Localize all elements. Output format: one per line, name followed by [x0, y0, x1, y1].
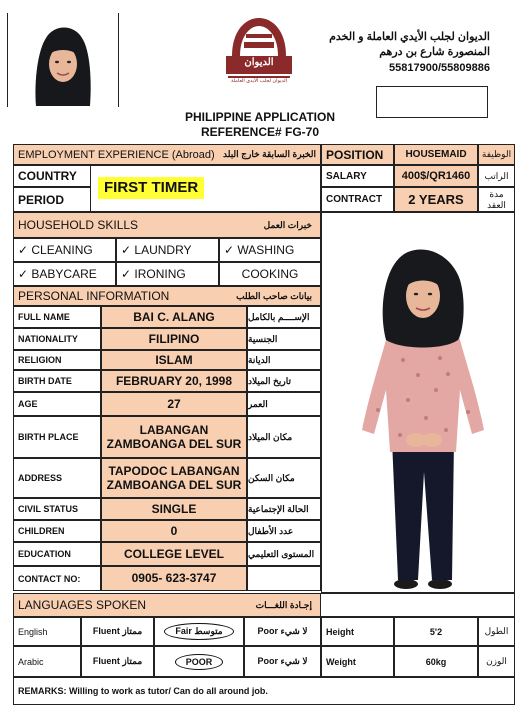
birth-place-label-ar: مكان الميلاد: [247, 416, 321, 458]
birth-date-label-ar: تاريخ الميلاد: [247, 370, 321, 392]
birth-date-label: BIRTH DATE: [13, 370, 101, 392]
birth-date-value: FEBRUARY 20, 1998: [101, 370, 247, 392]
religion-label: RELIGION: [13, 350, 101, 370]
language-arabic: Arabic: [13, 646, 81, 677]
full-body-photo: [348, 240, 498, 590]
skill-ironing: ✓ IRONING: [116, 262, 219, 286]
education-value: COLLEGE LEVEL: [101, 542, 247, 566]
contract-label: CONTRACT: [321, 187, 394, 212]
period-label: PERIOD: [13, 187, 91, 212]
birth-place-value: LABANGAN ZAMBOANGA DEL SUR: [101, 416, 247, 458]
skills-header: [13, 212, 321, 238]
header-photo-rule: [118, 13, 119, 107]
weight-value: 60kg: [394, 646, 478, 677]
children-label: CHILDREN: [13, 520, 101, 542]
height-label: Height: [321, 617, 394, 646]
children-label-ar: عدد الأطفال: [247, 520, 321, 542]
skills-header-en: HOUSEHOLD SKILLS: [18, 218, 139, 232]
reference-box: [376, 86, 488, 118]
language-arabic-selected-level: POOR: [175, 654, 224, 670]
languages-header-en: LANGUAGES SPOKEN: [18, 598, 147, 612]
address-label-ar: مكان السكن: [247, 458, 321, 498]
skill-washing: ✓ WASHING: [219, 238, 321, 262]
header-left-rule: [7, 13, 8, 107]
office-name-line1: الديوان لجلب الأيدي العاملة و الخدم: [329, 31, 490, 43]
skill-babycare: ✓ BABYCARE: [13, 262, 116, 286]
contract-value: 2 YEARS: [394, 187, 478, 212]
full-name-label-ar: الإســــم بالكامل: [247, 306, 321, 328]
personal-header-ar: بيانات صاحب الطلب: [236, 290, 312, 301]
age-value: 27: [101, 392, 247, 416]
personal-header-en: PERSONAL INFORMATION: [18, 289, 170, 303]
full-name-label: FULL NAME: [13, 306, 101, 328]
contract-label-ar: مدة العقد: [478, 187, 515, 212]
country-label: COUNTRY: [13, 165, 91, 187]
contact-no-value: 0905- 623-3747: [101, 566, 247, 591]
office-logo: [218, 12, 300, 84]
remarks: REMARKS: Willing to work as tutor/ Can do all around job.: [13, 677, 515, 705]
age-label-ar: العمر: [247, 392, 321, 416]
skill-cooking: COOKING: [219, 262, 321, 286]
address-label: ADDRESS: [13, 458, 101, 498]
languages-header-blank: [321, 593, 515, 617]
salary-label-ar: الراتب: [478, 165, 515, 187]
languages-header: [13, 593, 321, 617]
full-name-value: BAI C. ALANG: [101, 306, 247, 328]
skill-cleaning: ✓ CLEANING: [13, 238, 116, 262]
headshot-photo: [28, 20, 98, 106]
civil-status-label-ar: الحالة الإجتماعية: [247, 498, 321, 520]
salary-label: SALARY: [321, 165, 394, 187]
language-arabic-fluent: Fluent ممتاز: [81, 646, 154, 677]
employment-header-ar: الخبرة السابقة خارج البلد: [223, 149, 316, 159]
education-label-ar: المستوى التعليمي: [247, 542, 321, 566]
office-name-line2: المنصورة شارع بن درهم: [379, 46, 490, 58]
skills-header-ar: خبرات العمل: [263, 219, 312, 230]
office-phones: 55817900/55809886: [389, 62, 490, 74]
application-title: PHILIPPINE APPLICATION: [184, 110, 335, 124]
religion-label-ar: الديانة: [247, 350, 321, 370]
language-english-fluent: Fluent ممتاز: [81, 617, 154, 646]
language-english-level-cell: [154, 617, 244, 646]
employment-header-en: EMPLOYMENT EXPERIENCE (Abroad): [18, 148, 215, 161]
logo-text-sub: الديوان لجلب الأيدي العاملة: [230, 78, 288, 84]
logo-text-main: الديوان: [244, 57, 274, 68]
personal-header: [13, 286, 321, 306]
language-english-poor: Poor لا شيء: [244, 617, 321, 646]
weight-label-ar: الوزن: [478, 646, 515, 677]
first-timer-highlight: FIRST TIMER: [98, 177, 204, 199]
position-value: HOUSEMAID: [394, 144, 478, 165]
age-label: AGE: [13, 392, 101, 416]
religion-value: ISLAM: [101, 350, 247, 370]
nationality-label: NATIONALITY: [13, 328, 101, 350]
children-value: 0: [101, 520, 247, 542]
language-arabic-poor: Poor لا شيء: [244, 646, 321, 677]
contact-no-label: CONTACT NO:: [13, 566, 101, 591]
nationality-value: FILIPINO: [101, 328, 247, 350]
weight-label: Weight: [321, 646, 394, 677]
nationality-label-ar: الجنسية: [247, 328, 321, 350]
address-value: TAPODOC LABANGAN ZAMBOANGA DEL SUR: [101, 458, 247, 498]
salary-value: 400$/QR1460: [394, 165, 478, 187]
languages-header-ar: إجـادة اللغـــات: [255, 599, 312, 610]
language-english: English: [13, 617, 81, 646]
employment-header: [13, 144, 321, 165]
civil-status-label: CIVIL STATUS: [13, 498, 101, 520]
height-value: 5'2: [394, 617, 478, 646]
reference-number: REFERENCE# FG-70: [200, 125, 320, 139]
civil-status-value: SINGLE: [101, 498, 247, 520]
birth-place-label: BIRTH PLACE: [13, 416, 101, 458]
language-arabic-level-cell: [154, 646, 244, 677]
position-label-ar: الوظيفة: [478, 144, 515, 165]
language-english-selected-level: Fair متوسط: [164, 623, 233, 640]
contact-no-label-ar: [247, 566, 321, 591]
position-label: POSITION: [321, 144, 394, 165]
education-label: EDUCATION: [13, 542, 101, 566]
height-label-ar: الطول: [478, 617, 515, 646]
skill-laundry: ✓ LAUNDRY: [116, 238, 219, 262]
